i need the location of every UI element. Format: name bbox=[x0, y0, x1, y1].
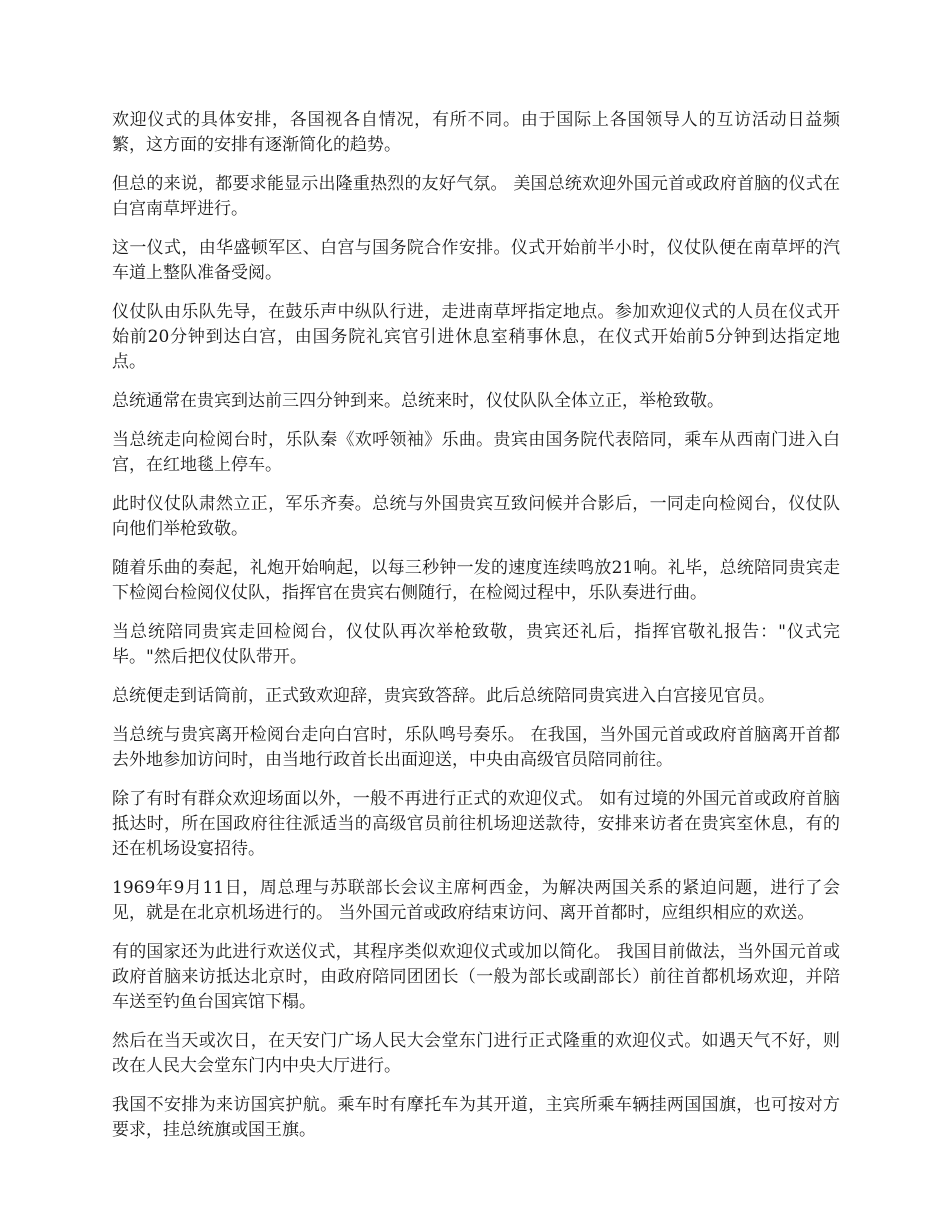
paragraph: 总统通常在贵宾到达前三四分钟到来。总统来时，仪仗队队全体立正，举枪致敬。 bbox=[112, 391, 724, 411]
paragraph: 这一仪式，由华盛顿军区、白宫与国务院合作安排。仪式开始前半小时，仪仗队便在南草坪的汽车道上整队准备受阅。 bbox=[112, 238, 840, 283]
paragraph: 当总统与贵宾离开检阅台走向白宫时，乐队鸣号奏乐。 在我国，当外国元首或政府首脑离开首都去外地参加访问时，由当地行政首长出面迎送，中央由高级官员陪同前往。 bbox=[112, 725, 840, 770]
paragraph: 但总的来说，都要求能显示出隆重热烈的友好气氛。 美国总统欢迎外国元首或政府首脑的仪式在白宫南草坪进行。 bbox=[112, 174, 840, 219]
paragraph: 随着乐曲的奏起，礼炮开始响起，以每三秒钟一发的速度连续鸣放21响。礼毕，总统陪同贵宾走下检阅台检阅仪仗队，指挥官在贵宾右侧随行，在检阅过程中，乐队奏进行曲。 bbox=[112, 558, 840, 603]
paragraph: 我国不安排为来访国宾护航。乘车时有摩托车为其开道，主宾所乘车辆挂两国国旗，也可按对方要求，挂总统旗或国王旗。 bbox=[112, 1095, 840, 1140]
paragraph: 有的国家还为此进行欢送仪式，其程序类似欢迎仪式或加以简化。 我国目前做法，当外国元首或政府首脑来访抵达北京时，由政府陪同团团长（一般为部长或副部长）前往首都机场欢迎，并陪车送至钓鱼台国宾馆下榻。 bbox=[112, 942, 840, 1012]
paragraph: 总统便走到话筒前，正式致欢迎辞，贵宾致答辞。此后总统陪同贵宾进入白宫接见官员。 bbox=[112, 686, 775, 706]
paragraph: 当总统陪同贵宾走回检阅台，仪仗队再次举枪致敬，贵宾还礼后，指挥官敬礼报告："仪式完毕。"然后把仪仗队带开。 bbox=[112, 622, 840, 667]
paragraph: 仪仗队由乐队先导，在鼓乐声中纵队行进，走进南草坪指定地点。参加欢迎仪式的人员在仪式开始前20分钟到达白宫，由国务院礼宾官引进休息室稍事休息，在仪式开始前5分钟到达指定地点。 bbox=[112, 302, 840, 372]
document-body bbox=[112, 108, 840, 1157]
paragraph: 此时仪仗队肃然立正，军乐齐奏。总统与外国贵宾互致问候并合影后，一同走向检阅台，仪仗队向他们举枪致敬。 bbox=[112, 494, 840, 539]
paragraph: 1969年9月11日，周总理与苏联部长会议主席柯西金，为解决两国关系的紧迫问题，进行了会见，就是在北京机场进行的。 当外国元首或政府结束访问、离开首都时，应组织相应的欢送。 bbox=[112, 878, 840, 923]
paragraph: 当总统走向检阅台时，乐队秦《欢呼领袖》乐曲。贵宾由国务院代表陪同，乘车从西南门进入白宫，在红地毯上停车。 bbox=[112, 430, 840, 475]
paragraph: 欢迎仪式的具体安排，各国视各自情况，有所不同。由于国际上各国领导人的互访活动日益频繁，这方面的安排有逐渐简化的趋势。 bbox=[112, 110, 840, 155]
paragraph: 然后在当天或次日，在天安门广场人民大会堂东门进行正式隆重的欢迎仪式。如遇天气不好，则改在人民大会堂东门内中央大厅进行。 bbox=[112, 1031, 840, 1076]
paragraph: 除了有时有群众欢迎场面以外，一般不再进行正式的欢迎仪式。 如有过境的外国元首或政府首脑抵达时，所在国政府往往派适当的高级官员前往机场迎送款待，安排来访者在贵宾室休息，有的还在机场设宴招待。 bbox=[112, 789, 840, 859]
